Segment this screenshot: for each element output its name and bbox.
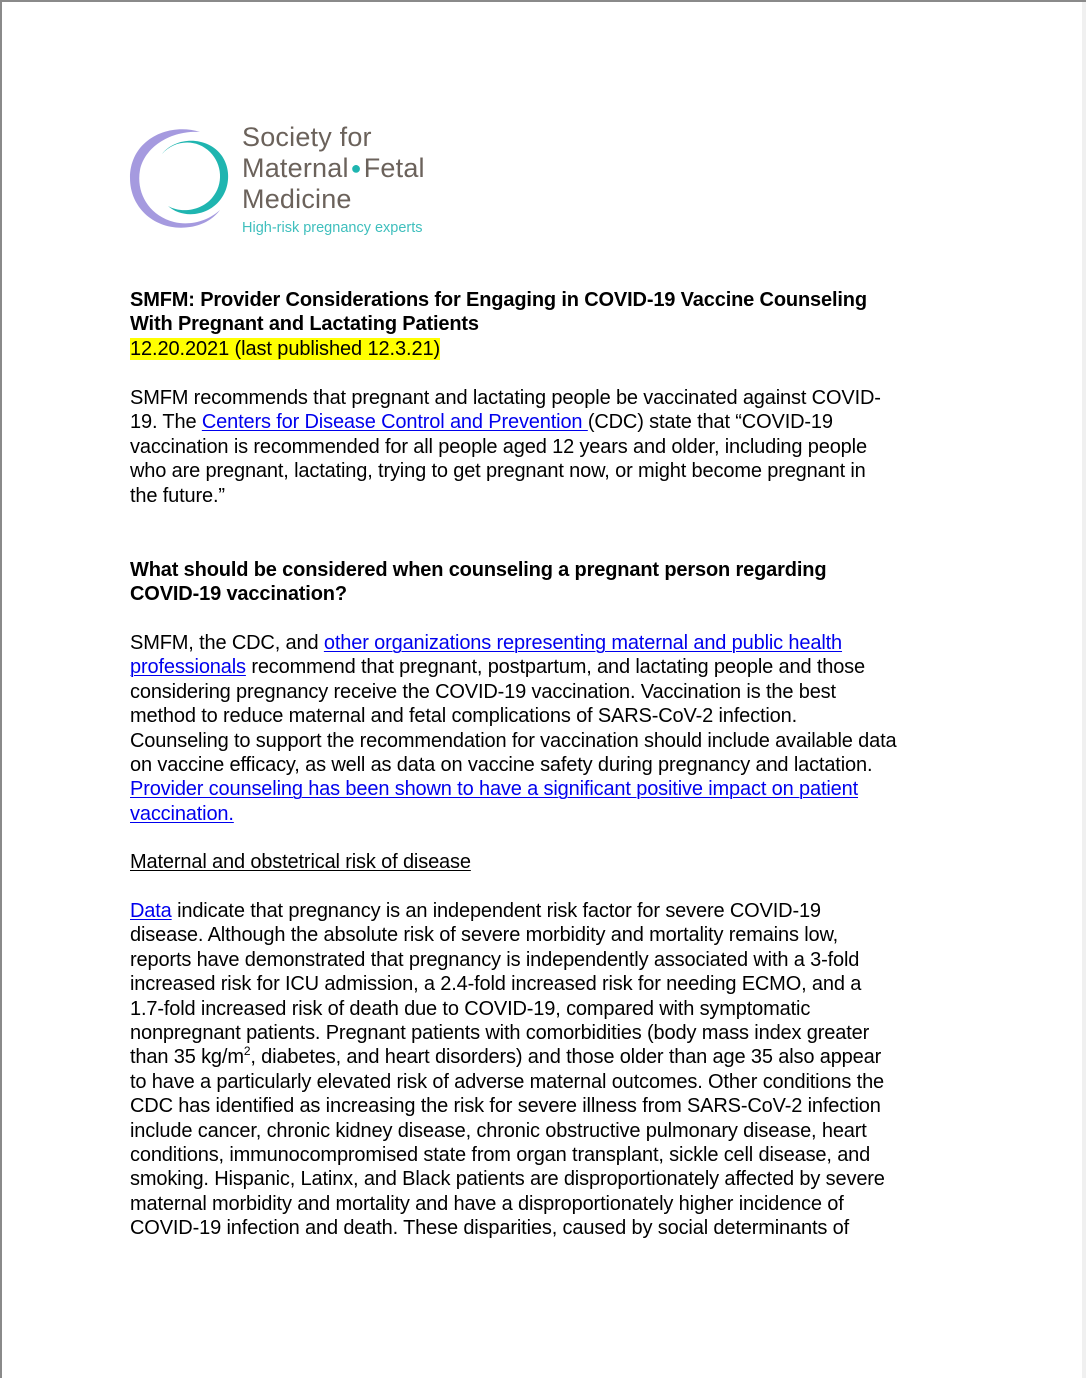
text-line: who are pregnant, lactating, trying to get pregnant now, or might become pregnant in: [130, 460, 866, 483]
document-title: [130, 288, 867, 337]
text-line: to have a particularly elevated risk of adverse maternal outcomes. Other conditions the: [130, 1070, 885, 1093]
logo-line-3: Medicine: [242, 184, 352, 214]
page-border-left: [0, 0, 2, 1378]
text-line: [130, 410, 881, 434]
publication-date: [130, 337, 440, 361]
text-line: [130, 655, 896, 679]
text-line: 1.7-fold increased risk of death due to COVID-19, compared with symptomatic: [130, 997, 811, 1020]
text-line: disease. Although the absolute risk of severe morbidity and mortality remains low,: [130, 924, 839, 947]
superscript: 2: [243, 1044, 251, 1059]
logo-fetal: Fetal: [363, 153, 425, 183]
page-border-top: [0, 0, 1086, 2]
professionals-link[interactable]: professionals: [130, 656, 246, 679]
text-line: on vaccine efficacy, as well as data on vaccine safety during pregnancy and lactation.: [130, 754, 873, 777]
text-span: , diabetes, and heart disorders) and those older than age 35 also appear: [250, 1046, 882, 1069]
date-highlight: 12.20.2021 (last published 12.3.21): [130, 338, 441, 360]
text-line: vaccination is recommended for all people aged 12 years and older, including people: [130, 435, 867, 458]
heading-line: What should be considered when counseling a pregnant person regarding: [130, 559, 827, 581]
subheading-maternal-risk: [130, 850, 471, 874]
logo-maternal: Maternal: [242, 153, 349, 183]
logo-dot-icon: ●: [350, 158, 362, 178]
logo-wordmark: [242, 122, 425, 215]
text-line: include cancer, chronic kidney disease, chronic obstructive pulmonary disease, heart: [130, 1119, 867, 1142]
title-line-2: With Pregnant and Lactating Patients: [130, 313, 479, 336]
title-line-1: SMFM: Provider Considerations for Engaging in COVID-19 Vaccine Counseling: [130, 289, 867, 311]
other-organizations-link[interactable]: other organizations representing maternal and public health: [323, 632, 843, 654]
text-line: [130, 802, 896, 826]
text-span: than 35 kg/m: [130, 1046, 244, 1069]
text-span: indicate that pregnancy is an independent risk factor for severe COVID-19: [171, 900, 821, 922]
logo-line-2: [242, 153, 425, 184]
text-line: the future.”: [130, 484, 225, 507]
text-line: smoking. Hispanic, Latinx, and Black patients are disproportionately affected by severe: [130, 1168, 885, 1191]
text-line: considering pregnancy receive the COVID-19 vaccination. Vaccination is the best: [130, 680, 836, 703]
data-link[interactable]: Data: [130, 900, 172, 922]
cdc-link[interactable]: Centers for Disease Control and Prevention: [201, 411, 588, 434]
logo-rings-icon: [128, 126, 238, 232]
text-line: reports have demonstrated that pregnancy is independently associated with a 3-fold: [130, 948, 860, 971]
text-span: recommend that pregnant, postpartum, and lactating people and those: [245, 656, 866, 679]
text-line: [130, 899, 885, 923]
subheading-text: Maternal and obstetrical risk of disease: [130, 851, 471, 873]
text-line: nonpregnant patients. Pregnant patients with comorbidities (body mass index greater: [130, 1022, 870, 1045]
text-line: [130, 631, 896, 655]
text-line: method to reduce maternal and fetal complications of SARS-CoV-2 infection.: [130, 705, 798, 728]
text-line: Counseling to support the recommendation for vaccination should include available data: [130, 729, 897, 752]
text-line: [130, 777, 896, 801]
logo-line-1: Society for: [242, 122, 372, 152]
text-line: CDC has identified as increasing the risk for severe illness from SARS-CoV-2 infection: [130, 1095, 881, 1118]
heading-line: COVID-19 vaccination?: [130, 583, 347, 606]
smfm-logo: [128, 122, 448, 247]
text-span: (CDC) state that “COVID-19: [587, 411, 833, 434]
text-line: SMFM recommends that pregnant and lactating people be vaccinated against COVID-: [130, 387, 881, 409]
counseling-paragraph: [130, 631, 896, 826]
maternal-risk-paragraph: [130, 899, 885, 1241]
text-line: maternal morbidity and mortality and have a disproportionately higher incidence of: [130, 1192, 844, 1215]
text-line: [130, 1045, 885, 1069]
provider-counseling-link-cont[interactable]: vaccination.: [130, 802, 234, 825]
text-span: SMFM, the CDC, and: [130, 632, 324, 654]
section-heading-counseling: [130, 558, 826, 607]
text-span: 19. The: [130, 411, 202, 434]
text-line: COVID-19 infection and death. These disparities, caused by social determinants of: [130, 1217, 849, 1240]
page-border-right: [1082, 2, 1086, 1378]
text-line: increased risk for ICU admission, a 2.4-fold increased risk for needing ECMO, and a: [130, 973, 862, 996]
intro-paragraph: [130, 386, 881, 508]
text-line: conditions, immunocompromised state from organ transplant, sickle cell disease, and: [130, 1144, 871, 1167]
logo-tagline: High-risk pregnancy experts: [242, 220, 423, 236]
provider-counseling-link[interactable]: Provider counseling has been shown to have a significant positive impact on patient: [130, 778, 858, 801]
